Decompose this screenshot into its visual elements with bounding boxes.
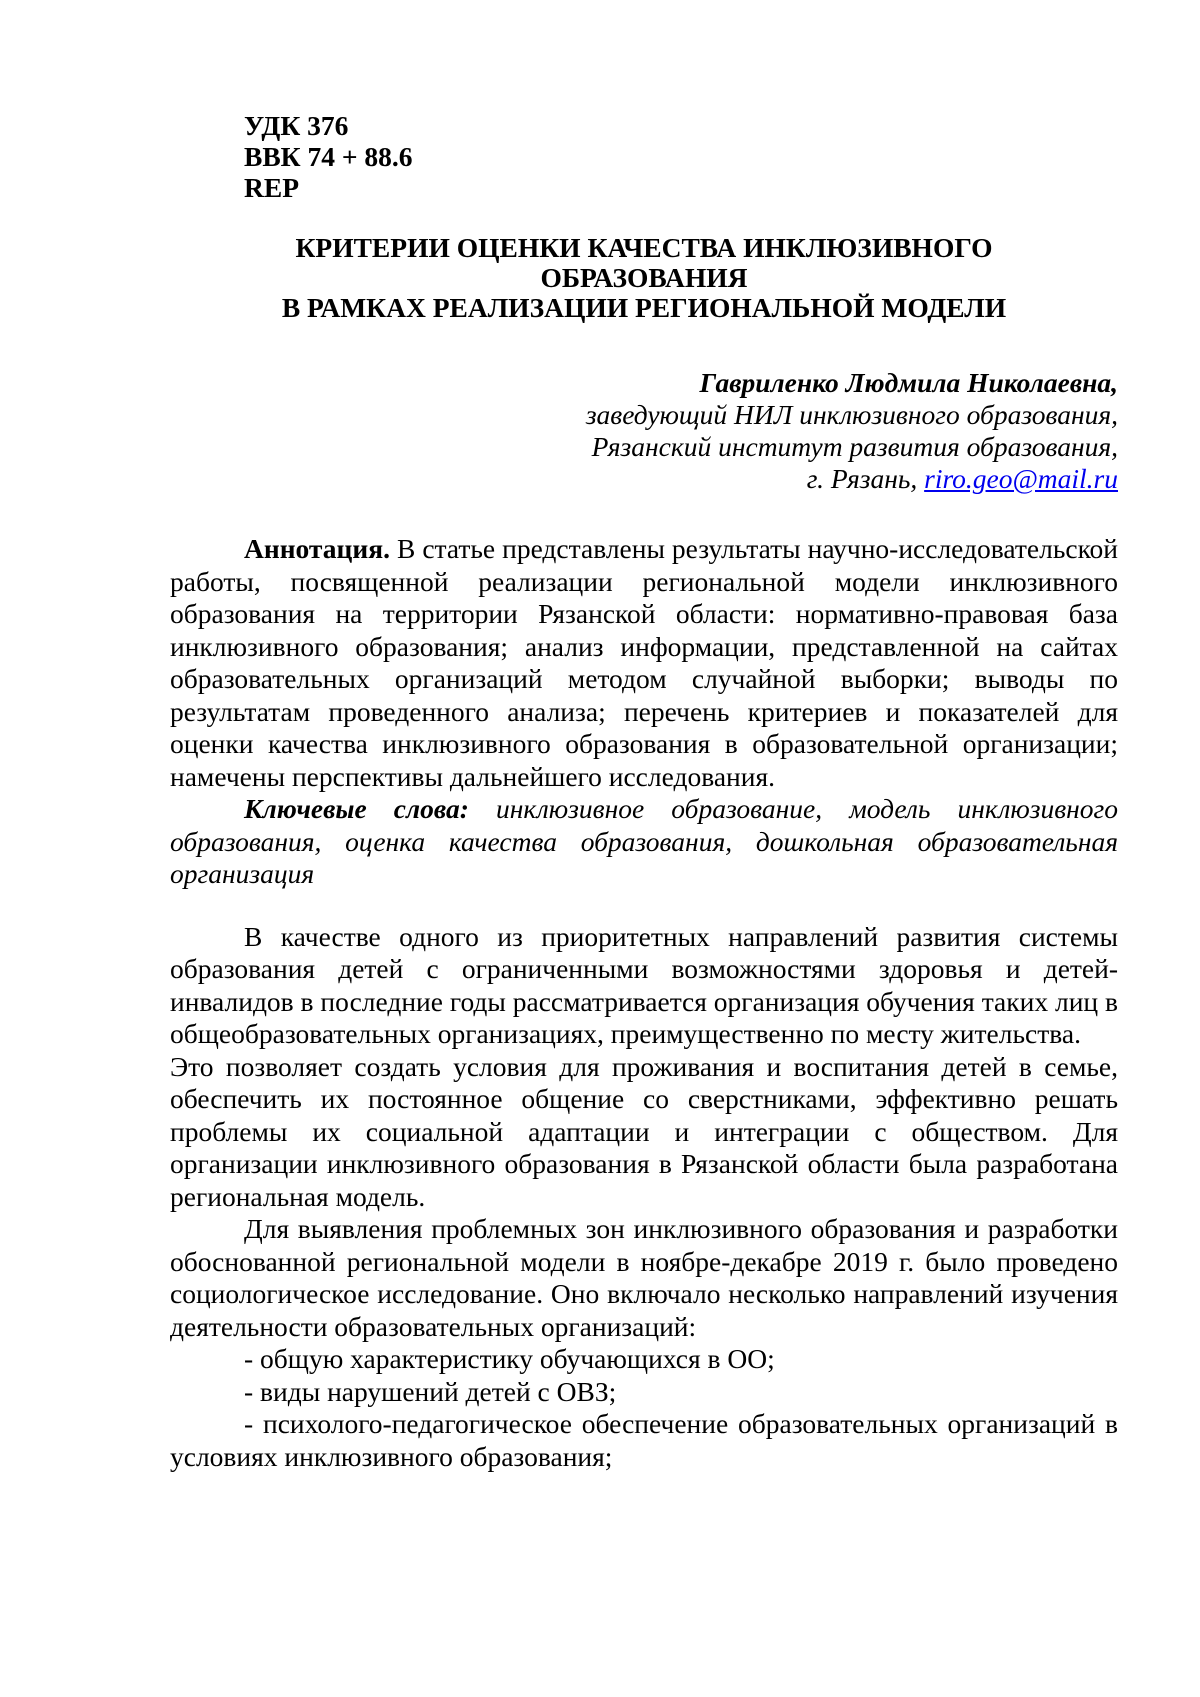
abstract-paragraph <box>170 533 1118 793</box>
author-name: Гавриленко Людмила Николаевна, <box>170 367 1118 399</box>
body-paragraph-2: Это позволяет создать условия для проживания и воспитания детей в семье, обеспечить их постоянное общение со сверстниками, эффективно решать проблемы их социальной адаптации и интеграции с обществом. Для организации инклюзивного образования в Рязанской области была разработана региональная модель. <box>170 1051 1118 1214</box>
keywords-label: Ключевые слова: <box>244 793 469 824</box>
document-page <box>170 110 1118 1473</box>
author-city: г. Рязань, <box>807 463 918 494</box>
author-position: заведующий НИЛ инклюзивного образования, <box>170 399 1118 431</box>
classification-codes <box>170 110 1118 203</box>
bbk-code: ВВК 74 + 88.6 <box>170 141 1118 172</box>
abstract-section <box>170 533 1118 891</box>
rep-code: REP <box>170 172 1118 203</box>
author-institution: Рязанский институт развития образования, <box>170 431 1118 463</box>
title-line-2: ОБРАЗОВАНИЯ <box>170 263 1118 293</box>
author-email-link[interactable]: riro.geo@mail.ru <box>924 463 1118 494</box>
article-title <box>170 233 1118 323</box>
list-item: - общую характеристику обучающихся в ОО; <box>170 1343 1118 1376</box>
section-spacer <box>170 891 1118 921</box>
keywords-text: инклюзивное образование, модель инклюзивного образования, оценка качества образования, дошкольная образовательная организация <box>170 793 1118 889</box>
title-line-1: КРИТЕРИИ ОЦЕНКИ КАЧЕСТВА ИНКЛЮЗИВНОГО <box>170 233 1118 263</box>
list-item: - психолого-педагогическое обеспечение образовательных организаций в условиях инклюзивного образования; <box>170 1408 1118 1473</box>
keywords-paragraph <box>170 793 1118 891</box>
abstract-text: В статье представлены результаты научно-исследовательской работы, посвященной реализации региональной модели инклюзивного образования на территории Рязанской области: нормативно-правовая база инклюзивного образования; анализ информации, представленной на сайтах образовательных организаций методом случайной выборки; выводы по результатам проведенного анализа; перечень критериев и показателей для оценки качества инклюзивного образования в образовательной организации; намечены перспективы дальнейшего исследования. <box>170 533 1118 792</box>
abstract-label: Аннотация. <box>244 533 390 564</box>
list-item: - виды нарушений детей с ОВЗ; <box>170 1376 1118 1409</box>
author-block <box>170 367 1118 495</box>
title-line-3: В РАМКАХ РЕАЛИЗАЦИИ РЕГИОНАЛЬНОЙ МОДЕЛИ <box>170 293 1118 323</box>
body-paragraph-3: Для выявления проблемных зон инклюзивного образования и разработки обоснованной региональной модели в ноябре-декабре 2019 г. было проведено социологическое исследование. Оно включало несколько направлений изучения деятельности образовательных организаций: <box>170 1213 1118 1343</box>
body-paragraph-1: В качестве одного из приоритетных направлений развития системы образования детей с ограниченными возможностями здоровья и детей-инвалидов в последние годы рассматривается организация обучения таких лиц в общеобразовательных организациях, преимущественно по месту жительства. <box>170 921 1118 1051</box>
udk-code: УДК 376 <box>170 110 1118 141</box>
author-contact <box>170 463 1118 495</box>
article-body <box>170 921 1118 1474</box>
